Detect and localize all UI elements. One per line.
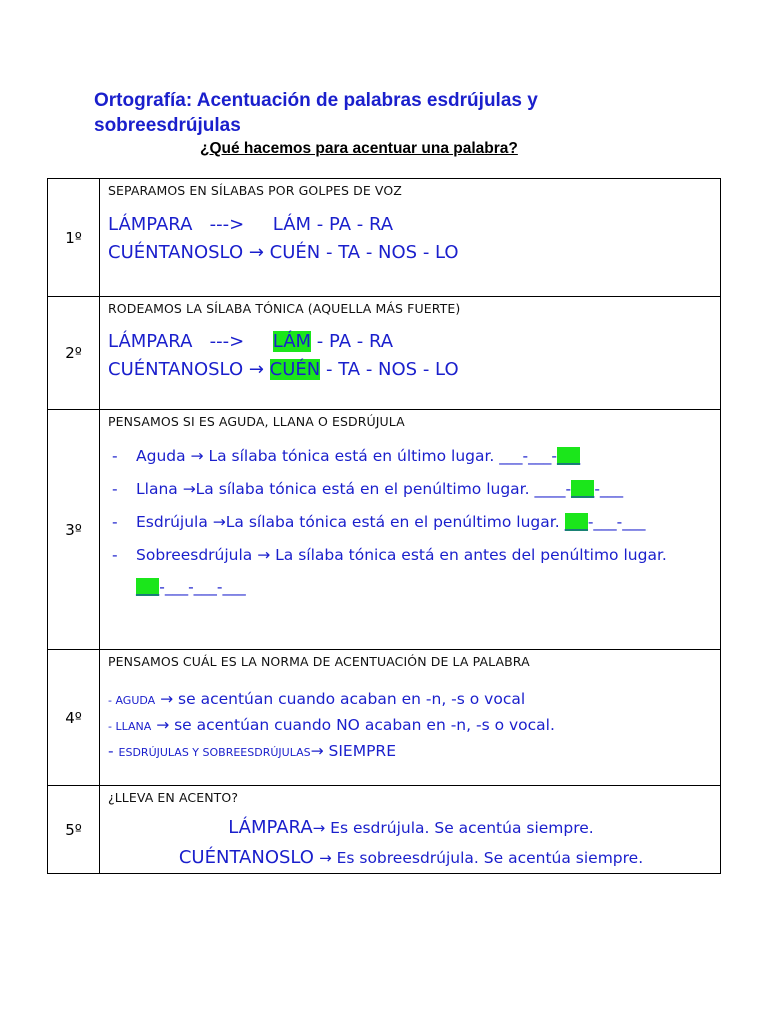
step-heading: RODEAMOS LA SÍLABA TÓNICA (AQUELLA MÁS FUERTE)	[108, 301, 461, 316]
arrow-icon: →	[248, 359, 264, 380]
step-content	[100, 650, 721, 786]
word: CUÉNTANOSLO	[108, 359, 244, 380]
bullet-dash: -	[112, 480, 118, 498]
document-subtitle: ¿Qué hacemos para acentuar una palabra?	[200, 140, 518, 157]
syllables: CUÉN - TA - NOS - LO	[269, 242, 459, 263]
rule-label: - AGUDA	[108, 694, 156, 707]
steps-table	[47, 178, 721, 874]
word: LÁMPARA	[108, 331, 193, 352]
tonic-syllable: LÁM	[272, 331, 312, 352]
step-content	[100, 410, 721, 650]
step-number: 2º	[48, 297, 100, 410]
word: CUÉNTANOSLO	[178, 847, 314, 868]
tonic-blank: ___	[136, 578, 160, 596]
syllables: - TA - NOS - LO	[320, 359, 459, 380]
step-content	[100, 179, 721, 297]
step-number: 4º	[48, 650, 100, 786]
step-number: 5º	[48, 786, 100, 874]
arrow-icon: →	[319, 849, 332, 867]
word: CUÉNTANOSLO	[108, 242, 244, 263]
step-row-4	[48, 650, 721, 786]
step-number: 1º	[48, 179, 100, 297]
step-row-2	[48, 297, 721, 410]
step-row-3	[48, 410, 721, 650]
rule-line: - LLANA → se acentúan cuando NO acaban en -n, -s o vocal.	[108, 716, 555, 734]
list-item: - Llana →La sílaba tónica está en el penúltimo lugar. ____-___-___	[112, 480, 624, 498]
tonic-blank: ___	[564, 513, 588, 531]
step-heading: PENSAMOS SI ES AGUDA, LLANA O ESDRÚJULA	[108, 414, 405, 429]
arrow: --->	[209, 214, 245, 235]
tonic-blank: ___	[556, 447, 581, 465]
tonic-blank: ___	[571, 480, 595, 498]
rule-label: - LLANA	[108, 720, 152, 733]
word: LÁMPARA	[228, 817, 313, 838]
word: LÁMPARA	[108, 214, 193, 235]
step-content	[100, 297, 721, 410]
step-number: 3º	[48, 410, 100, 650]
step-row-1	[48, 179, 721, 297]
bullet-dash: -	[112, 447, 118, 465]
rule-line: - AGUDA → se acentúan cuando acaban en -n, -s o vocal	[108, 690, 526, 708]
arrow-icon: →	[312, 819, 326, 837]
answer-line: CUÉNTANOSLO → Es sobreesdrújula. Se acentúa siempre.	[178, 847, 644, 868]
rule-line: - ESDRÚJULAS Y SOBREESDRÚJULAS→ SIEMPRE	[108, 742, 396, 760]
step-heading: SEPARAMOS EN SÍLABAS POR GOLPES DE VOZ	[108, 183, 402, 198]
bullet-dash: -	[112, 546, 118, 564]
list-item: - Esdrújula →La sílaba tónica está en el penúltimo lugar. ___-___-___	[112, 513, 646, 531]
step-line	[108, 211, 714, 239]
syllables: LÁM - PA - RA	[272, 214, 394, 235]
step-heading: PENSAMOS CUÁL ES LA NORMA DE ACENTUACIÓN DE LA PALABRA	[108, 654, 530, 669]
step-row-5	[48, 786, 721, 874]
answer-line: LÁMPARA→ Es esdrújula. Se acentúa siempre.	[228, 817, 594, 838]
tonic-syllable: CUÉN	[269, 359, 321, 380]
rule-label: ESDRÚJULAS Y SOBREESDRÚJULAS	[118, 746, 311, 759]
step-heading: ¿LLEVA EN ACENTO?	[108, 790, 239, 805]
arrow: --->	[209, 331, 245, 352]
step-line	[108, 239, 714, 267]
list-item: - Aguda → La sílaba tónica está en último lugar. ___-___-___	[112, 447, 581, 465]
syllables: - PA - RA	[311, 331, 394, 352]
document-title: Ortografía: Acentuación de palabras esdrújulas y sobreesdrújulas	[94, 90, 538, 136]
step-content	[100, 786, 721, 874]
step-line	[108, 356, 714, 384]
step-line	[108, 328, 714, 356]
list-item: - Sobreesdrújula → La sílaba tónica está en antes del penúltimo lugar. ___-___-___-___	[112, 546, 667, 596]
arrow-icon: →	[248, 242, 264, 263]
bullet-dash: -	[112, 513, 118, 531]
